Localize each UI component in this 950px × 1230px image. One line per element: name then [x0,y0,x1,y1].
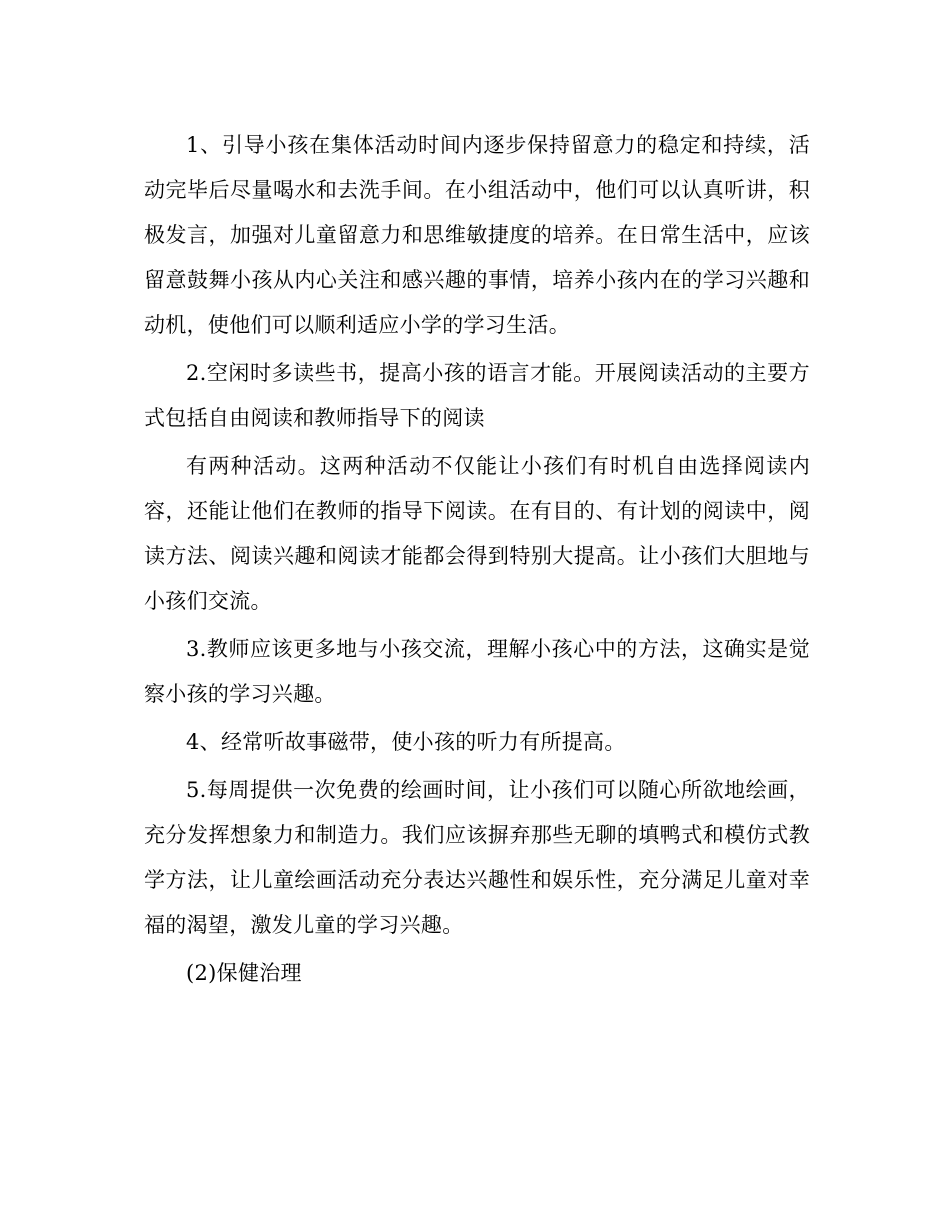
document-body [144,123,810,999]
paragraph-drawing-time: 5.每周提供一次免费的绘画时间，让小孩们可以随心所欲地绘画，充分发挥想象力和制造力。我们应该摒弃那些无聊的填鸭式和模仿式教学方法，让儿童绘画活动充分表达兴趣性和娱乐性，充分满足儿童对幸福的渴望，激发儿童的学习兴趣。 [144,778,810,937]
paragraph-reading-intro: 2.空闲时多读些书，提高小孩的语言才能。开展阅读活动的主要方式包括自由阅读和教师指导下的阅读 [144,361,810,430]
paragraph-teacher-communication: 3.教师应该更多地与小孩交流，理解小孩心中的方法，这确实是觉察小孩的学习兴趣。 [144,637,810,706]
paragraph-story-tapes: 4、经常听故事磁带，使小孩的听力有所提高。 [186,730,626,754]
paragraph-attention-training: 1、引导小孩在集体活动时间内逐步保持留意力的稳定和持续，活动完毕后尽量喝水和去洗手间。在小组活动中，他们可以认真听讲，积极发言，加强对儿童留意力和思维敏捷度的培养。在日常生活中，应该留意鼓舞小孩从内心关注和感兴趣的事情，培养小孩内在的学习兴趣和动机，使他们可以顺利适应小学的学习生活。 [144,133,810,337]
section-heading-health-care: (2)保健治理 [186,961,302,985]
paragraph-reading-activities: 有两种活动。这两种活动不仅能让小孩们有时机自由选择阅读内容，还能让他们在教师的指导下阅读。在有目的、有计划的阅读中，阅读方法、阅读兴趣和阅读才能都会得到特别大提高。让小孩们大胆地与小孩们交流。 [144,454,810,613]
